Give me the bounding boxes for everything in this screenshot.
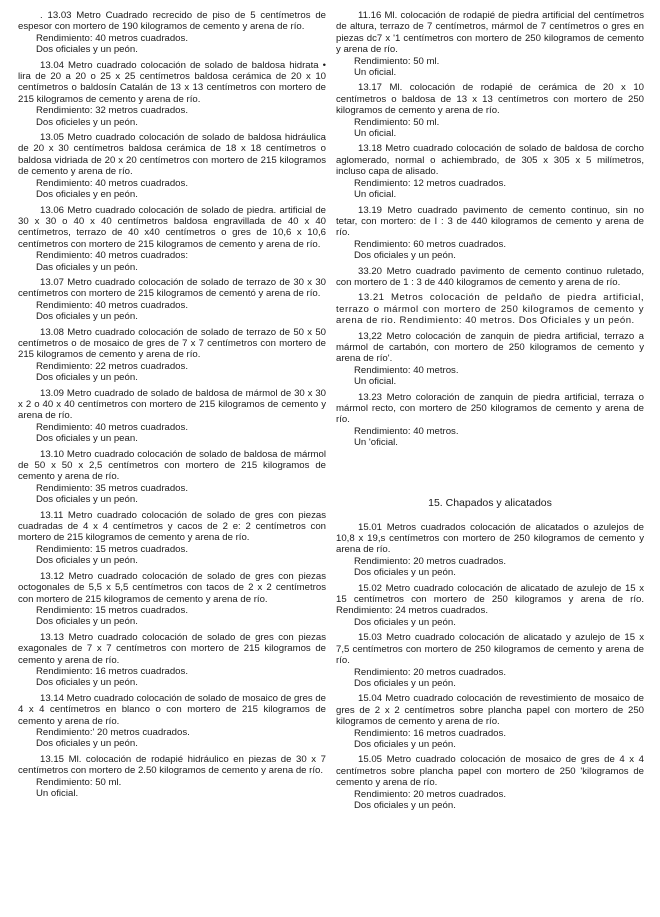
entry-description: 13.18 Metro cuadrado colocación de solado de baldosa de corcho aglomerado, normal o achiembrado, de 305 x 305 x 5 milímetros, incluso capa de alisado.: [336, 143, 644, 178]
price-entry: [18, 571, 326, 628]
price-entry: [336, 266, 644, 289]
price-entry: [336, 331, 644, 388]
price-entry: [18, 277, 326, 323]
entry-yield: Rendimiento: 15 metros cuadrados.: [36, 543, 188, 555]
entry-crew: Un oficial.: [354, 128, 397, 140]
entry-yield: Rendimiento: 20 metros cuadrados.: [354, 555, 506, 567]
entry-yield: Rendimiento: 22 metros cuadrados.: [36, 360, 188, 372]
entry-description: 13.23 Metro coloración de zanquin de piedra artificial, terraza o mármol recto, con mortero de 250 kilogramos de cemento y arena de río.: [336, 391, 644, 426]
entry-yield: Rendimiento: 50 ml.: [354, 116, 440, 128]
entry-description: 13.06 Metro cuadrado colocación de solado de piedra. artificial de 30 x 30 o 40 x 40 centímetros baldosa engravillada de 40 x 40 centímetros, terrazo de 40 x40 centímetros o gres de 10,6 x 10,6 centímetros con mortero de 215 kilogramos de cemento y arena de río.: [18, 204, 326, 250]
entry-description: 13.17 Ml. colocación de rodapié de cerámica de 20 x 10 centímetros o baldosa de 13 x 13 centímetros con mortero de 250 kilogramos de cemento y arena de río.: [336, 82, 644, 117]
price-entry: [336, 82, 644, 139]
entry-description: 13.07 Metro cuadrado colocación de solado de terrazo de 30 x 30 centímetros con mortero de 215 kilogramos de cementó y arena de río.: [18, 276, 326, 300]
entry-description: 13.04 Metro cuadrado colocación de solado de baldosa hidrata • lira de 20 a 20 o 25 x 25 centímetros baldosa cerámica de 20 x 10 centímetros o baldosín Catalán de 13 x 13 centímetros con mortero de 215 kilogramos de cemento y arena de río.: [18, 59, 326, 105]
entry-description: 13.13 Metro cuadrado colocación de solado de gres con piezas exagonales de 7 x 7 centímetros con mortero de 215 kilogramos de cemento y arena de río.: [18, 631, 326, 666]
left-column: [18, 10, 326, 803]
entry-yield: Rendimiento: 60 metros cuadrados.: [354, 238, 506, 250]
entry-crew: Dos oficiales y un peón.: [354, 616, 456, 628]
entry-crew: Dos oficiales y un peón.: [36, 616, 138, 628]
entry-crew: Dos oficiales y un peón.: [36, 738, 138, 750]
price-entry: [18, 632, 326, 689]
entry-description: 13,22 Metro colocación de zanquin de piedra artificial, terrazo a mármol de cartabón, con mortero de 250 kilogramos de cemento y arena de río'.: [336, 330, 644, 365]
price-entry: [18, 327, 326, 384]
entry-yield: Rendimiento: 20 metros cuadrados.: [354, 666, 506, 678]
entry-yield: Rendimiento: 16 metros cuadrados.: [36, 665, 188, 677]
entry-crew: Dos oficiales y un pean.: [36, 433, 138, 445]
entry-crew: Dos oficiales y un peón.: [354, 799, 456, 811]
price-entry: [18, 205, 326, 273]
entry-description: 15.02 Metro cuadrado colocación de alicatado de azulejo de 15 x 15 centímetros con mortero de 250 kilogramos y arena de río. Rendimiento: 24 metros cuadrados.: [336, 582, 644, 617]
price-entry: [18, 510, 326, 567]
entry-description: 13.11 Metro cuadrado colocación de solado de gres con piezas cuadradas de 4 x 4 centímetros y cacos de 2 e: 2 centímetros con mortero de 215 kilogramos de cemento y arena de río.: [18, 509, 326, 544]
entry-crew: Un oficial.: [354, 189, 397, 201]
entry-crew: Dos oficiales y un peón.: [36, 311, 138, 323]
price-entry: [18, 10, 326, 56]
right-column: [336, 10, 644, 815]
entry-yield: Rendimiento:' 20 metros cuadrados.: [36, 726, 190, 738]
entry-description: 15.01 Metros cuadrados colocación de alicatados o azulejos de 10,8 x 19,s centímetros con mortero de 250 kilogramos de cemento y arena de río.: [336, 521, 644, 556]
entry-description: 13.14 Metro cuadrado colocación de solado de mosaico de gres de 4 x 4 centímetros en blanco o con mortero de 215 kilogramos de cemento y arena de río.: [18, 692, 326, 727]
entry-crew: Dos oficiales y un peón.: [36, 677, 138, 689]
price-entry: [336, 522, 644, 579]
entry-yield: Rendimiento: 40 metros cuadrados:: [36, 250, 188, 262]
entry-crew: Un oficial.: [354, 67, 397, 79]
price-entry: [336, 693, 644, 750]
entry-yield: Rendimiento: 15 metros cuadrados.: [36, 604, 188, 616]
section-title: 15. Chapados y alicatados: [428, 496, 552, 509]
entry-description: 13.08 Metro cuadrado colocación de solado de terrazo de 50 x 50 centímetros o de mosaico de gres de 7 x 7 centímetros con mortero de 215 kilogramos de cemento y arena de río.: [18, 326, 326, 361]
price-entry: [336, 754, 644, 811]
entry-description: 33.20 Metro cuadrado pavimento de cemento continuo ruletado, con mortero de 1 : 3 de 440 kilogramos de cemento y arena de río.: [336, 265, 644, 288]
price-entry: [18, 693, 326, 750]
entry-yield: Rendimiento: 32 metros cuadrados.: [36, 105, 188, 117]
entry-crew: Dos oficiales y un peón.: [36, 372, 138, 384]
entry-description: 11.16 Ml. colocación de rodapié de piedra artificial del centímetros de altura, terrazo de 7 centímetros, mármol de 7 centímetros o gres en piezas dc7 x '1 centímetros con mortero de 250 kilogramos de cemento y arena de río.: [336, 10, 644, 56]
entry-crew: Un oficial.: [36, 788, 79, 799]
entry-description: 13.10 Metro cuadrado colocación de solado de baldosa de mármol de 50 x 50 x 2,5 centímetros con mortero de 215 kilogramos de cemento y arena de río.: [18, 448, 326, 483]
entry-description: . 13.03 Metro Cuadrado recrecido de piso de 5 centímetros de espesor con mortero de 190 kilogramos de cemento y arena de río.: [18, 10, 326, 33]
price-entry: [18, 60, 326, 128]
entry-description: 13.12 Metro cuadrado colocación de solado de gres con piezas octogonales de 5,5 x 5,5 centímetros con tacos de 2 x 2 centímetros con mortero de 215 kilogramos de cemento y arena de río.: [18, 570, 326, 605]
price-entry: [18, 388, 326, 445]
entry-crew: Dos oficiales y un peón.: [354, 738, 456, 750]
entry-crew: Dos oficiales y un peón.: [36, 494, 138, 506]
price-entry: [336, 143, 644, 200]
entry-yield: Rendimiento: 40 metros.: [354, 364, 459, 376]
entry-crew: Das oficiales y un peón.: [36, 261, 138, 273]
entry-description: 15.04 Metro cuadrado colocación de revestimiento de mosaico de gres de 2 x 2 centímetros sobre plancha papel con mortero de 250 kilogramos de cemento y arena de río.: [336, 693, 644, 728]
entry-crew: Dos oficiales y un peón.: [354, 567, 456, 579]
entry-yield: Rendimiento: 40 metros cuadrados.: [36, 177, 188, 189]
price-entry: [336, 205, 644, 262]
entry-yield: Rendimiento: 16 metros cuadrados.: [354, 727, 506, 739]
price-entry: [18, 449, 326, 506]
entry-yield: Rendimiento: 12 metros cuadrados.: [354, 177, 506, 189]
entry-yield: Rendimiento: 50 ml.: [354, 55, 440, 67]
entry-description: 13.15 Ml. colocación de rodapié hidráulico en piezas de 30 x 7 centímetros con mortero de 2.50 kilogramos de cemento y arena de río.: [18, 753, 326, 777]
price-entry: [336, 632, 644, 689]
entry-crew: Dos oficiales y un peón.: [354, 677, 456, 689]
entry-yield: Rendimiento: 50 ml.: [36, 776, 122, 788]
entry-crew: Un oficial.: [354, 376, 397, 388]
entry-yield: Rendimiento: 40 metros.: [354, 425, 459, 437]
entry-yield: Rendimiento: 20 metros cuadrados.: [354, 788, 506, 800]
price-entry: [18, 754, 326, 800]
price-entry: [336, 392, 644, 449]
entry-crew: Dos oficiales y un peón.: [354, 250, 456, 262]
price-entry: [18, 132, 326, 200]
price-entry: [336, 10, 644, 78]
entry-description: 13.05 Metro cuadrado colocación de solado de baldosa hidráulica de 20 x 30 centímetros baldosa cerámica de 18 x 18 centímetros o baldosa vidriada de 20 x 20 centímetros con mortero de 215 kilogramos de cemento y arena de río.: [18, 132, 326, 178]
entry-description: 13.19 Metro cuadrado pavimento de cemento continuo, sin no tetar, con mortero: de I : 3 de 440 kilogramos de cemento y arena de río.: [336, 204, 644, 239]
entry-yield: Rendimiento: 35 metros cuadrados.: [36, 482, 188, 494]
entry-crew: Dos oficiales y un peón.: [36, 44, 138, 56]
entry-crew: Dos oficieles y un peón.: [36, 116, 138, 128]
entry-crew: Dos oficiales y en peón.: [36, 189, 138, 201]
price-entry: [336, 292, 644, 326]
entry-crew: Dos oficiales y un peón.: [36, 555, 138, 567]
entry-description: 15.03 Metro cuadrado colocación de alicatado y azulejo de 15 x 7,5 centímetros con mortero de 250 kilogramos de cemento y arena de río.: [336, 632, 644, 667]
entry-yield: Rendimiento: 40 metros cuadrados.: [36, 421, 188, 433]
price-entry: [336, 583, 644, 629]
entry-description: 15.05 Metro cuadrado colocación de mosaico de gres de 4 x 4 centímetros sobre plancha papel con mortero de 250 'kilogramos de cemento y arena de río.: [336, 754, 644, 789]
entry-description: 13.21 Metros colocación de peldaño de piedra artificial, terrazo o mármol con mortero de 250 kilogramos de cemento y arena de rio. Rendimiento: 40 metros. Dos Oficiales y un peón.: [336, 292, 644, 327]
entry-description: 13.09 Metro cuadrado de solado de baldosa de mármol de 30 x 30 x 2 o 40 x 40 centímetros con mortero de 215 kilogramos de cemento y arena de río.: [18, 387, 326, 422]
entry-yield: Rendimiento: 40 metros cuadrados.: [36, 32, 188, 44]
entry-yield: Rendimiento: 40 metros cuadrados.: [36, 299, 188, 311]
entry-crew: Un 'oficial.: [354, 437, 398, 449]
